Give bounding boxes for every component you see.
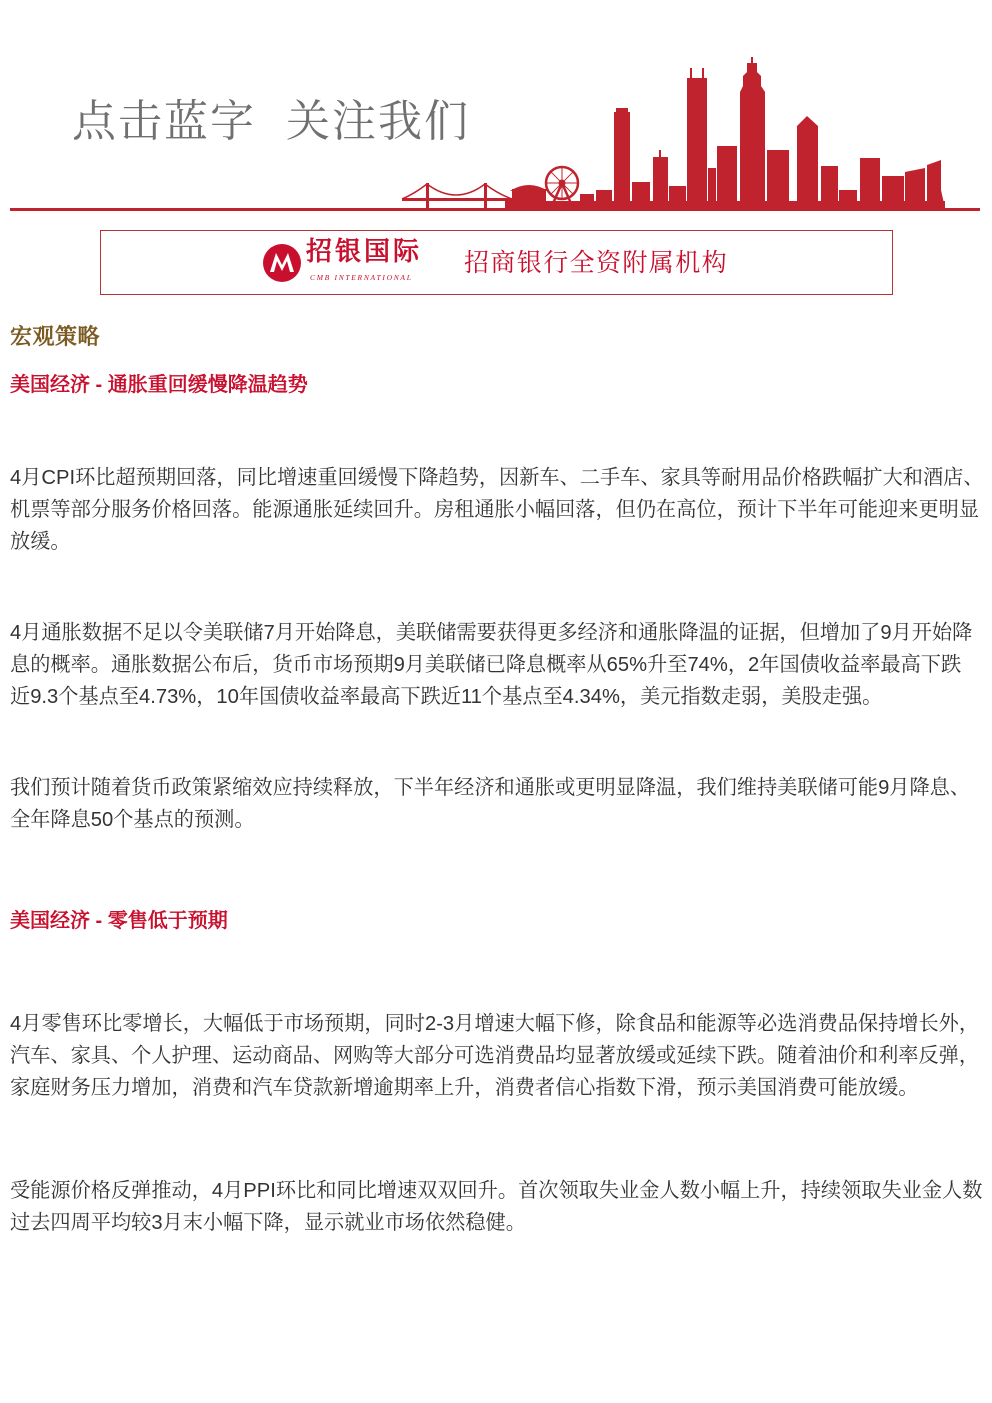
- paragraph-line: 息的概率。通胀数据公布后，货币市场预期9月美联储已降息概率从65%升至74%，2年国债收益率最高下跌: [10, 654, 962, 676]
- building: [687, 78, 707, 208]
- follow-prompt-right: 关注我们: [286, 97, 470, 146]
- building: [905, 168, 925, 208]
- building-top: [616, 108, 628, 113]
- paragraph: [10, 1175, 982, 1239]
- building: [632, 182, 650, 208]
- paragraph-line: 家庭财务压力增加，消费和汽车贷款新增逾期率上升，消费者信心指数下滑，预示美国消费可能放缓。: [10, 1077, 919, 1099]
- paragraph-line: 近9.3个基点至4.73%，10年国债收益率最高下跌近11个基点至4.34%，美元指数走弱，美股走强。: [10, 686, 883, 708]
- building: [669, 186, 686, 208]
- paragraph-line: 机票等部分服务价格回落。能源通胀延续回升。房租通胀小幅回落，但仍在高位，预计下半年可能迎来更明显: [10, 499, 980, 521]
- building-spire: [751, 57, 753, 64]
- skyscrapers: [580, 57, 945, 208]
- building: [767, 150, 789, 208]
- paragraph-line: 我们预计随着货币政策紧缩效应持续释放，下半年经济和通胀或更明显降温，我们维持美联储可能9月降息、: [10, 777, 971, 799]
- paragraph-line: 全年降息50个基点的预测。: [10, 809, 255, 831]
- bridge-tower: [484, 183, 487, 208]
- bridge-tower: [426, 183, 429, 208]
- bridge-illustration: [402, 183, 514, 208]
- paragraph: [10, 1008, 982, 1104]
- building: [512, 189, 546, 208]
- building: [821, 166, 838, 208]
- building-spire: [659, 150, 661, 158]
- brand-tagline: 招商银行全资附属机构: [464, 249, 729, 277]
- building: [708, 168, 716, 208]
- building: [580, 194, 594, 208]
- building: [839, 190, 857, 208]
- paragraph: [10, 617, 982, 713]
- building-roof: [510, 185, 548, 191]
- article-heading: 美国经济 - 通胀重回缓慢降温趋势: [10, 374, 308, 396]
- building: [927, 160, 945, 208]
- building: [596, 190, 612, 208]
- paragraph-line: 4月零售环比零增长，大幅低于市场预期，同时2-3月增速大幅下修，除食品和能源等必选消费品保持增长外，: [10, 1013, 980, 1035]
- paragraph: [10, 462, 982, 558]
- paragraph: [10, 772, 982, 836]
- paragraph-line: 放缓。: [10, 531, 71, 553]
- cmb-logo-icon: [263, 244, 301, 282]
- article-heading: 美国经济 - 零售低于预期: [10, 910, 228, 932]
- follow-prompt-left: 点击蓝字: [72, 97, 256, 146]
- building: [717, 146, 737, 208]
- paragraph-line: 汽车、家具、个人护理、运动商品、网购等大部分可选消费品均显著放缓或延续下跌。随着油价和利率反弹，: [10, 1045, 980, 1067]
- brand-banner: [100, 230, 893, 295]
- paragraph-line: 过去四周平均较3月末小幅下降，显示就业市场依然稳健。: [10, 1212, 526, 1234]
- building: [797, 116, 818, 208]
- paragraph-line: 受能源价格反弹推动，4月PPI环比和同比增速双双回升。首次领取失业金人数小幅上升，持续领取失业金人数: [10, 1180, 983, 1202]
- city-skyline-illustration: [0, 0, 992, 212]
- bridge-deck: [402, 198, 514, 201]
- logo-english-name: CMB INTERNATIONAL: [310, 273, 413, 282]
- ferris-wheel-hub: [559, 180, 565, 186]
- bridge-cable: [402, 184, 512, 199]
- section-title: 宏观策略: [10, 324, 101, 349]
- logo-circle: [263, 244, 301, 282]
- building: [882, 176, 904, 208]
- paragraph-line: 4月通胀数据不足以令美联储7月开始降息，美联储需要获得更多经济和通胀降温的证据，但增加了9月开始降: [10, 622, 973, 644]
- header-divider: [10, 208, 980, 211]
- building-antenna: [690, 68, 692, 79]
- building: [860, 158, 880, 208]
- building: [614, 112, 630, 208]
- building: [740, 63, 765, 208]
- logo-chinese-name: 招银国际: [306, 237, 423, 267]
- paragraph-line: 4月CPI环比超预期回落，同比增速重回缓慢下降趋势，因新车、二手车、家具等耐用品价格跌幅扩大和酒店、: [10, 467, 984, 489]
- building: [653, 157, 668, 208]
- building-antenna: [702, 68, 704, 79]
